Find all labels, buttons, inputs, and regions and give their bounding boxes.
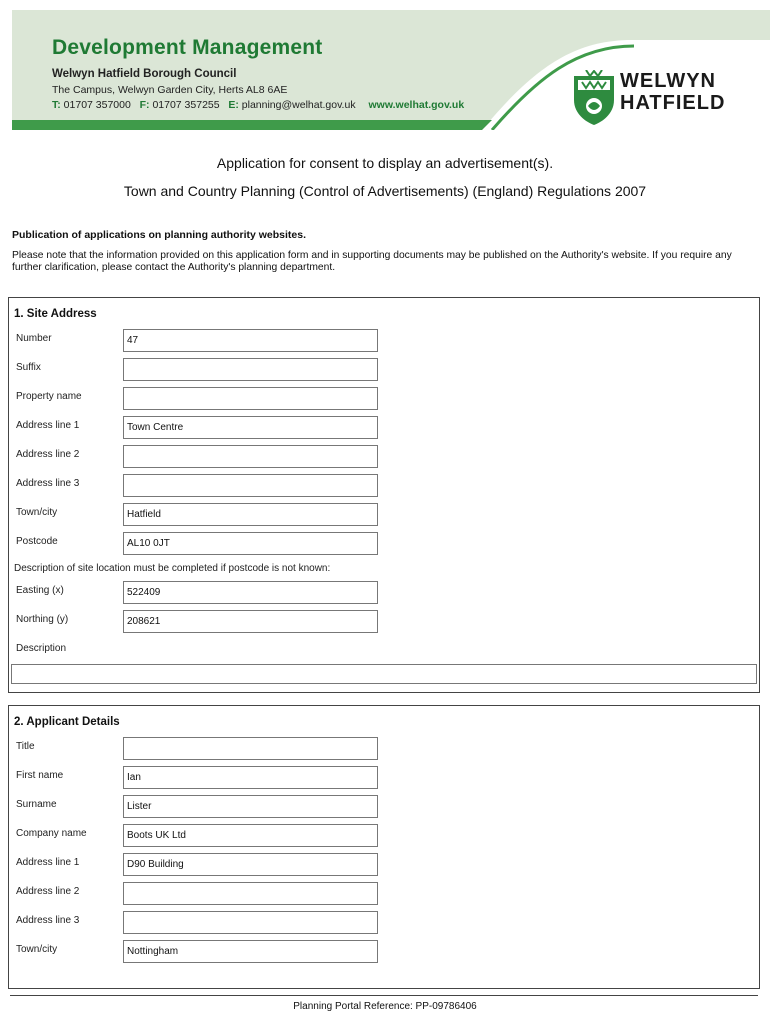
council-name: Welwyn Hatfield Borough Council [52, 68, 237, 80]
field-label-title: Title [16, 741, 35, 752]
location-note: Description of site location must be completed if postcode is not known: [14, 563, 331, 574]
contact-line [52, 99, 464, 111]
applicant-details-title: 2. Applicant Details [14, 716, 120, 728]
publication-note: Please note that the information provided on this application form and in supporting documents may be published on the Authority's website. If you require any further clarification, please contact the Authority's planning department. [12, 250, 732, 273]
field-label-easting: Easting (x) [16, 585, 64, 596]
field-label-address-line-3: Address line 3 [16, 478, 80, 489]
field-label-town-city: Town/city [16, 507, 58, 518]
council-logo-text [620, 70, 725, 114]
company-name-field[interactable]: Boots UK Ltd [123, 824, 378, 847]
header-title: Development Management [52, 36, 323, 59]
email-label: E: [228, 99, 239, 111]
document-title: Application for consent to display an advertisement(s). [216, 155, 554, 171]
tel-number: 01707 357000 [63, 99, 131, 111]
postcode-field[interactable]: AL10 0JT [123, 532, 378, 555]
website-link[interactable]: www.welhat.gov.uk [368, 99, 465, 111]
field-label-company-name: Company name [16, 828, 87, 839]
publication-heading: Publication of applications on planning authority websites. [12, 229, 307, 241]
field-label-applicant-town-city: Town/city [16, 944, 58, 955]
regulations-title: Town and Country Planning (Control of Advertisements) (England) Regulations 2007 [123, 183, 647, 199]
first-name-field[interactable]: Ian [123, 766, 378, 789]
site-address-section [8, 297, 760, 693]
field-label-address-line-2: Address line 2 [16, 449, 80, 460]
description-field[interactable] [11, 664, 757, 684]
applicant-details-section [8, 705, 760, 989]
applicant-title-field[interactable] [123, 737, 378, 760]
site-address-title: 1. Site Address [14, 308, 97, 320]
town-city-field[interactable]: Hatfield [123, 503, 378, 526]
easting-field[interactable]: 522409 [123, 581, 378, 604]
address-line-1-field[interactable]: Town Centre [123, 416, 378, 439]
applicant-address-line-3-field[interactable] [123, 911, 378, 934]
surname-field[interactable]: Lister [123, 795, 378, 818]
number-field[interactable]: 47 [123, 329, 378, 352]
field-label-applicant-address-line-3: Address line 3 [16, 915, 80, 926]
planning-portal-reference: Planning Portal Reference: PP-09786406 [293, 1001, 477, 1012]
field-label-number: Number [16, 333, 52, 344]
address-line-3-field[interactable] [123, 474, 378, 497]
council-crest-icon [572, 70, 616, 126]
property-name-field[interactable] [123, 387, 378, 410]
email-link[interactable]: planning@welhat.gov.uk [241, 99, 356, 111]
logo-line-1: WELWYN [620, 70, 716, 92]
field-label-property-name: Property name [16, 391, 82, 402]
applicant-town-city-field[interactable]: Nottingham [123, 940, 378, 963]
northing-field[interactable]: 208621 [123, 610, 378, 633]
header-banner [12, 10, 770, 130]
logo-line-2: HATFIELD [620, 92, 726, 114]
footer-divider [10, 995, 758, 996]
council-address: The Campus, Welwyn Garden City, Herts AL8 6AE [52, 84, 288, 96]
tel-label: T: [52, 99, 61, 111]
field-label-northing: Northing (y) [16, 614, 69, 625]
field-label-address-line-1: Address line 1 [16, 420, 80, 431]
field-label-applicant-address-line-1: Address line 1 [16, 857, 80, 868]
address-line-2-field[interactable] [123, 445, 378, 468]
suffix-field[interactable] [123, 358, 378, 381]
fax-label: F: [139, 99, 150, 111]
field-label-suffix: Suffix [16, 362, 41, 373]
field-label-description: Description [16, 643, 67, 654]
fax-number: 01707 357255 [152, 99, 220, 111]
applicant-address-line-2-field[interactable] [123, 882, 378, 905]
field-label-postcode: Postcode [16, 536, 58, 547]
field-label-first-name: First name [16, 770, 64, 781]
field-label-surname: Surname [16, 799, 57, 810]
field-label-applicant-address-line-2: Address line 2 [16, 886, 80, 897]
applicant-address-line-1-field[interactable]: D90 Building [123, 853, 378, 876]
